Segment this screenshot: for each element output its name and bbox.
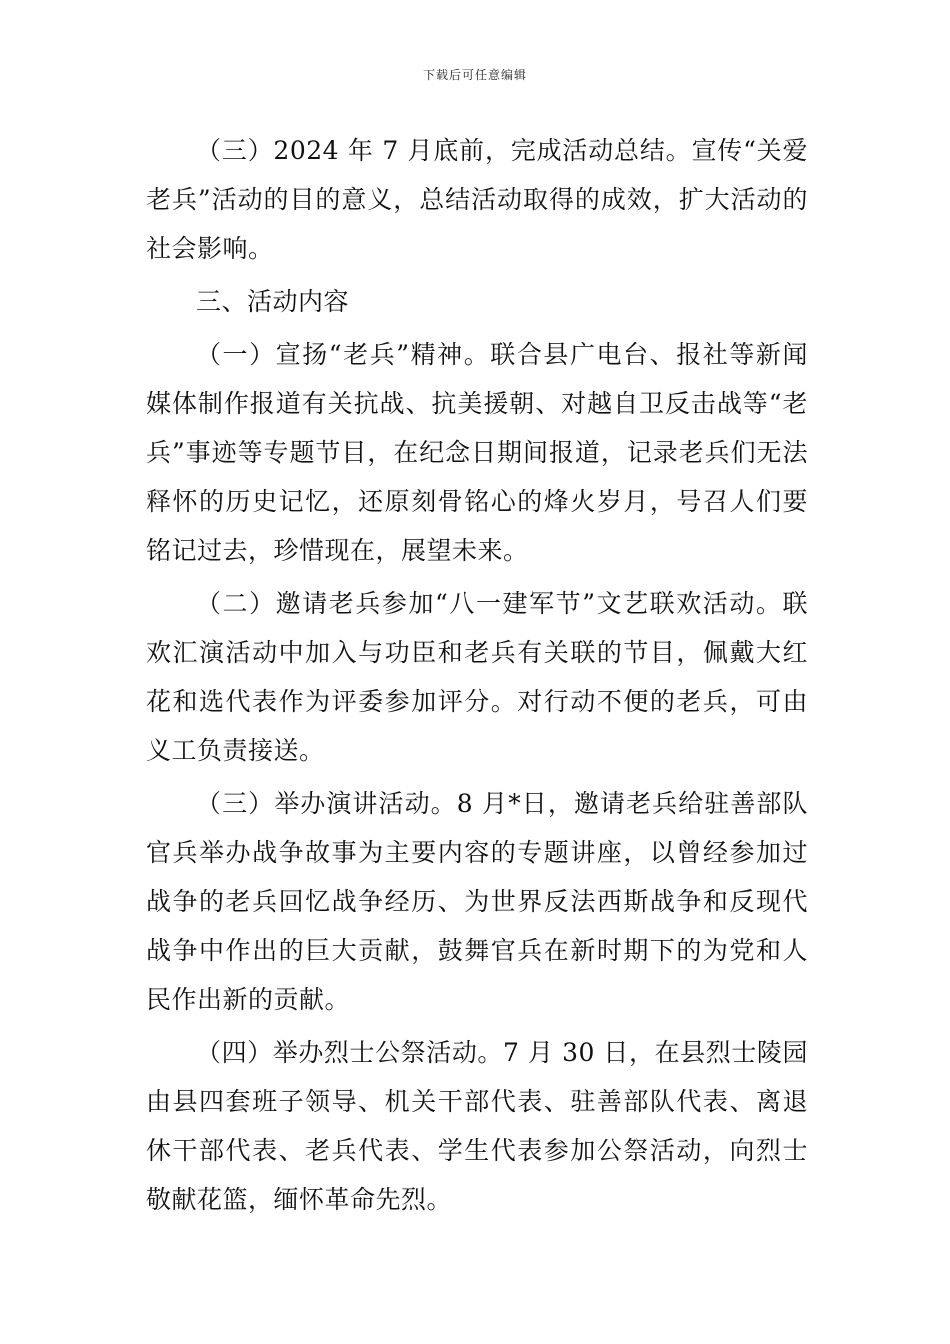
document-body: [146, 126, 808, 1224]
paragraph-memorial-ceremony: （四）举办烈士公祭活动。7 月 30 日，在县烈士陵园由县四套班子领导、机关干部代表、驻善部队代表、离退休干部代表、老兵代表、学生代表参加公祭活动，向烈士敬献花篮，缅怀革命先烈。: [146, 1038, 808, 1214]
paragraph-promote-spirit: （一）宣扬“老兵”精神。联合县广电台、报社等新闻媒体制作报道有关抗战、抗美援朝、对越自卫反击战等“老兵”事迹等专题节目，在纪念日期间报道，记录老兵们无法释怀的历史记忆，还原刻骨铭心的烽火岁月，号召人们要铭记过去，珍惜现在，展望未来。: [146, 340, 808, 565]
paragraph-lecture-activity: （三）举办演讲活动。8 月*日，邀请老兵给驻善部队官兵举办战争故事为主要内容的专题讲座，以曾经参加过战争的老兵回忆战争经历、为世界反法西斯战争和反现代战争中作出的巨大贡献，鼓舞官兵在新时期下的为党和人民作出新的贡献。: [146, 789, 808, 1014]
section-heading-activity-content: 三、活动内容: [196, 287, 350, 316]
paragraph-summary-phase: （三）2024 年 7 月底前，完成活动总结。宣传“关爱老兵”活动的目的意义，总结活动取得的成效，扩大活动的社会影响。: [146, 136, 808, 263]
paragraph-army-day-gala: （二）邀请老兵参加“八一建军节”文艺联欢活动。联欢汇演活动中加入与功臣和老兵有关联的节目，佩戴大红花和选代表作为评委参加评分。对行动不便的老兵，可由义工负责接送。: [146, 589, 808, 765]
page-header-note: 下载后可任意编辑: [422, 68, 527, 82]
